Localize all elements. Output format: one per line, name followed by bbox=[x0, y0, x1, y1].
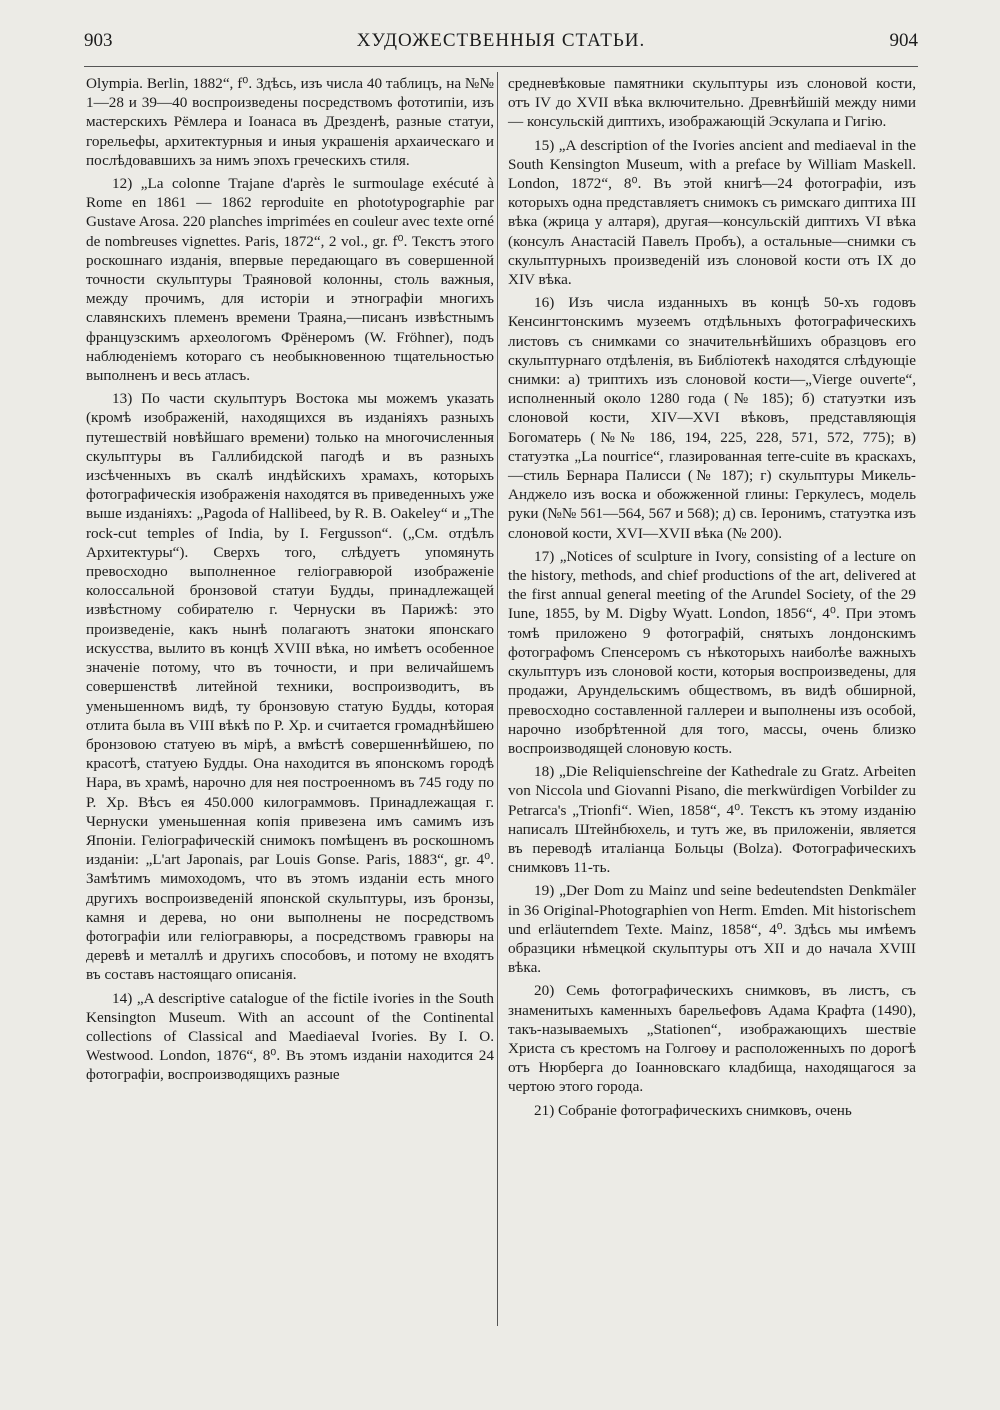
paragraph: 18) „Die Reliquienschreine der Kathedrale zu Gratz. Arbeiten von Niccola und Giovanni Pisano, die merkwürdigen Vorbilder zu Petrarca's „Trionfi“. Wien, 1858“, 4⁰. Текстъ къ этому изданію написалъ Штейнбюхель, и тутъ же, въ приложеніи, является въ переводѣ италіанца Больцы (Bolza). Фотографическихъ снимковъ 11-ть. bbox=[508, 763, 916, 877]
paragraph: Olympia. Berlin, 1882“, f⁰. Здѣсь, изъ числа 40 таблицъ, на №№ 1—28 и 39—40 воспроизведены посредствомъ фототипіи, изъ мастерскихъ Рёмлера и Іоанаса въ Дрезденѣ, разные статуи, горельефы, архитектурныя и иныя украшенія архаическаго и послѣдовавшихъ за нимъ эпохъ греческихъ стиля. bbox=[86, 75, 494, 169]
paragraph: 14) „A descriptive catalogue of the fictile ivories in the South Kensington Museum. With an account of the Continental collections of Classical and Maediaeval Ivories. By I. O. Westwood. London, 1876“, 8⁰. Въ этомъ изданіи находится 24 фотографіи, воспроизводящихъ разные bbox=[86, 989, 494, 1084]
running-title: ХУДОЖЕСТВЕННЫЯ СТАТЬИ. bbox=[356, 30, 646, 51]
paragraph: 17) „Notices of sculpture in Ivory, consisting of a lecture on the history, methods, and chief productions of the art, delivered at the first annual general meeting of the Arundel Society, of the 29 Iune, 1855, by M. Digby Wyatt. London, 1856“, 4⁰. При этомъ томѣ приложено 9 фотографій, снятыхъ лондонскимъ фотографомъ Спенсеромъ съ нѣкоторыхъ наиболѣе важныхъ скульптуръ изъ слоновой кости, которыя воспроизведены, для продажи, Арундельскимъ обществомъ, въ видѣ обширной, превосходно составленной галлереи и выполнены изъ особой, нарочно изобрѣтенной для того, массы, очень близко воспроизводящей слоновую кость. bbox=[508, 547, 916, 757]
right-column bbox=[508, 74, 916, 1124]
column-divider bbox=[497, 72, 498, 1326]
paragraph: 16) Изъ числа изданныхъ въ концѣ 50-хъ годовъ Кенсингтонскимъ музеемъ отдѣльныхъ фотографическихъ листовъ съ снимками со значительнѣйшихъ образцовъ его скульптурнаго отдѣленія, въ Библіотекѣ находятся слѣдующіе снимки: а) триптихъ изъ слоновой кости—„Vierge ouverte“, исполненный около 1280 года (№ 185); б) статуэтки изъ слоновой кости, XIV—XVI вѣковъ, представляющія Богоматерь (№№ 186, 194, 225, 228, 571, 572, 775); в) статуэтка „La nourrice“, глазированная terre-cuite въ краскахъ,—стиль Бернара Палисси (№ 187); г) скульптуры Микель-Анджело изъ воска и обожженной глины: Геркулесъ, модель руки (№№ 561—564, 567 и 568); д) св. Іеронимъ, статуэтка изъ слоновой кости, XVI—XVII вѣка (№ 200). bbox=[508, 294, 916, 542]
running-header bbox=[84, 30, 918, 58]
header-rule bbox=[84, 66, 918, 67]
paragraph: 15) „A description of the Ivories ancient and mediaeval in the South Kensington Museum, with a preface by William Maskell. London, 1872“, 8⁰. Въ этой книгѣ—24 фотографіи, изъ которыхъ одна представляетъ снимокъ съ римскаго диптиха III вѣка (жрица у алтаря), другая—консульскій диптихъ VI вѣка (консулъ Анастасій Павелъ Пробъ), а остальные—снимки съ скульптурныхъ произведеній изъ слоновой кости отъ IX до XIV вѣка. bbox=[508, 136, 916, 289]
paragraph: 21) Собраніе фотографическихъ снимковъ, очень bbox=[534, 1101, 852, 1119]
right-page-number: 904 bbox=[889, 30, 918, 51]
paragraph: средневѣковые памятники скульптуры изъ слоновой кости, отъ IV до XVII вѣка включительно. Древнѣйшій между ними — консульскій диптихъ, изображающій Эскулапа и Гигію. bbox=[508, 75, 916, 131]
left-page-number: 903 bbox=[84, 30, 113, 51]
paragraph: 13) По части скульптуръ Востока мы можемъ указать (кромѣ изображеній, находящихся въ изданіяхъ разныхъ путешествій новѣйшаго времени) только на многочисленныя скульптуры въ Галлибидской пагодѣ и въ разныхъ изсѣченныхъ въ скалѣ индѣйскихъ храмахъ, которыхъ фотографическія изображенія находятся въ приведенныхъ уже выше изданіяхъ: „Pagoda of Hallibeed, by R. B. Oakeley“ и „The rock-cut temples of India, by I. Fergusson“. („См. отдѣлъ Архитектуры“). Сверхъ того, слѣдуетъ упомянуть превосходно выполненное геліогравюрой изображеніе колоссальной бронзовой статуи Будды, принадлежащей извѣстному собирателю г. Чернуски въ Парижѣ: это произведеніе, какъ нынѣ полагаютъ знатоки японскаго искусства, вылито въ концѣ XVIII вѣка, но имѣетъ особенное значеніе потому, что въ точности, и при величайшемъ совершенствѣ литейной техники, воспроизводитъ, въ уменьшенномъ видѣ, ту бронзовую статую Будды, которая отлита была въ VIII вѣкѣ по Р. Хр. и считается громаднѣйшею бронзовою статуею въ мірѣ, а вмѣстѣ совершеннѣйшею, по красотѣ, статуею Будды. Она находится въ японскомъ городѣ Нара, въ храмѣ, нарочно для нея построенномъ въ 745 году по Р. Хр. Вѣсъ ея 450.000 килограммовъ. Принадлежащая г. Чернуски уменьшенная копія привезена имъ самимъ изъ Японіи. Геліографическій снимокъ помѣщенъ въ роскошномъ изданіи: „L'art Japonais, par Louis Gonse. Paris, 1883“, gr. 4⁰. Замѣтимъ мимоходомъ, что въ этомъ изданіи есть много другихъ воспроизведеній японской скульптуры, изъ бронзы, камня и дерева, но они выполнены не посредствомъ фотографіи или геліогравюры, а посредствомъ гравюры на деревѣ и металлѣ и другихъ способовъ, и потому не входятъ въ составъ настоящаго описанія. bbox=[86, 390, 494, 984]
paragraph: 12) „La colonne Trajane d'après le surmoulage exécuté à Rome en 1861 — 1862 reproduite en phototypographie par Gustave Arosa. 220 planches imprimées en couleur avec texte orné de nombreuses vignettes. Paris, 1872“, 2 vol., gr. f⁰. Текстъ этого роскошнаго изданія, впервые передающаго въ совершенной точности скульптуры Траяновой колонны, столь важныя, между прочимъ, для исторіи и этнографіи многихъ славянскихъ племенъ времени Траяна,—писанъ извѣстнымъ французскимъ археологомъ Фрёнеромъ (W. Fröhner), подъ наблюденіемъ котораго съ необыкновенною тщательностью выполненъ и весь атласъ. bbox=[86, 175, 494, 385]
paragraph: 19) „Der Dom zu Mainz und seine bedeutendsten Denkmäler in 36 Original-Photographien von Herm. Emden. Mit historischem und erläuterndem Texte. Mainz, 1858“, 4⁰. Здѣсь мы имѣемъ образцики нѣмецкой скульптуры отъ XII и до начала XVIII вѣка. bbox=[508, 882, 916, 977]
left-column bbox=[86, 74, 494, 1089]
paragraph: 20) Семь фотографическихъ снимковъ, въ листъ, съ знаменитыхъ каменныхъ барельефовъ Адама Крафта (1490), такъ-называемыхъ „Stationen“, изображающихъ шествіе Христа съ крестомъ на Голгоѳу и расположенныхъ по дорогѣ отъ Нюрберга до Іоанновскаго кладбища, находящагося за чертою этого города. bbox=[508, 982, 916, 1096]
